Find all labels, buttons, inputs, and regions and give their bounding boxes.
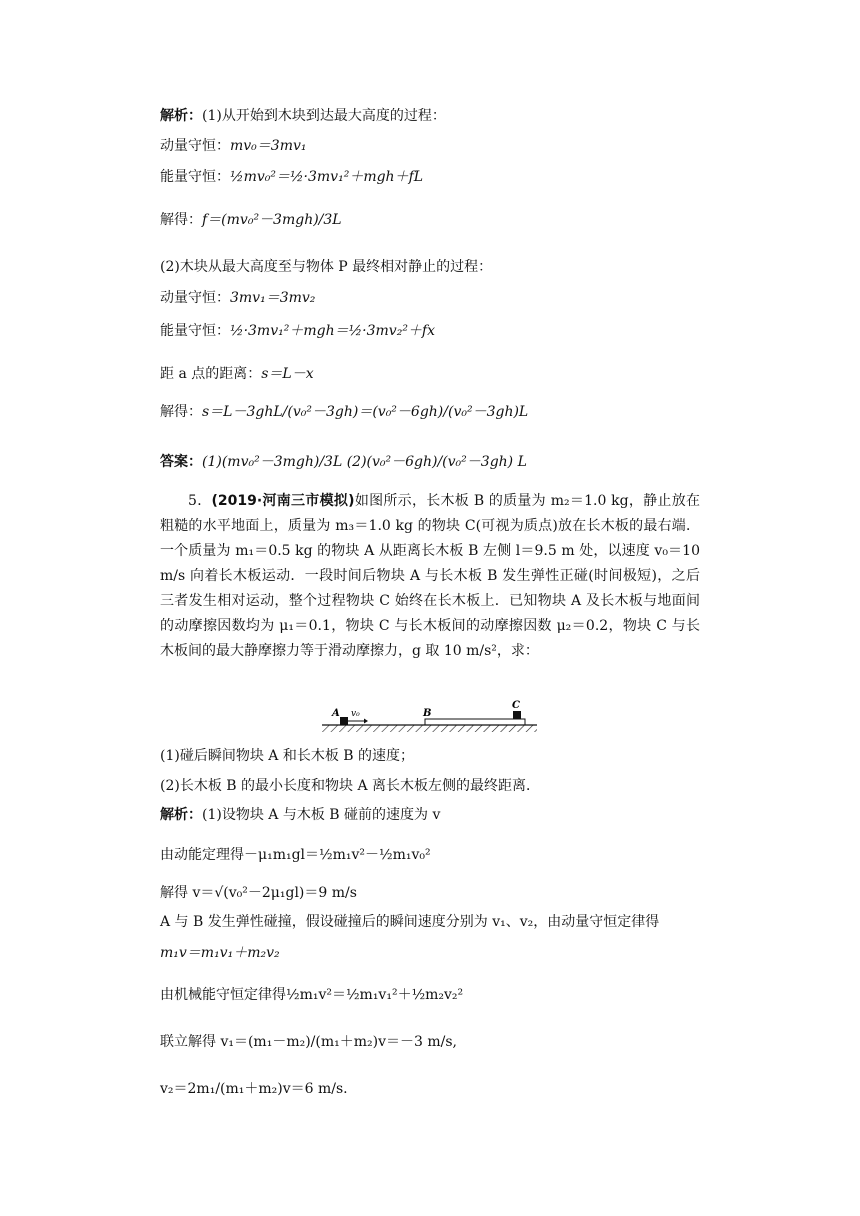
label-b: B — [423, 708, 432, 719]
problem-statement: 如图所示，长木板 B 的质量为 m₂＝1.0 kg，静止放在粗糙的水平地面上，质量为 m₃＝1.0 kg 的物块 C(可视为质点)放在长木板的最右端．一个质量为 m₁＝0.5 kg 的物块 A 从距离长木板 B 左侧 l＝9.5 m 处，以速度 v₀＝10 m/s 向着长木板运动．一段时间后物块 A 与长木板 B 发生弹性正碰(时间极短)，之后三者发生相对运动，整个过程物块 C 始终在长木板上．已知物块 A 及长木板与地面间的动摩擦因数均为 μ₁＝0.1，物块 C 与长木板间的动摩擦因数 μ₂＝0.2，物块 C 与长木板间的最大静摩擦力等于滑动摩擦力，g 取 10 m/s²，求： — [160, 493, 700, 659]
answer-text: (1)(mv₀²－3mgh)/3L (2)(v₀²－6gh)/(v₀²－3gh) L — [202, 454, 527, 470]
energy-equation-2: ½·3mv₁²＋mgh＝½·3mv₂²＋fx — [230, 323, 436, 339]
jiexi-label: 解析： — [160, 108, 202, 124]
board-b — [425, 719, 525, 725]
answer-line — [160, 452, 527, 472]
energy-equation-1: ½mv₀²＝½·3mv₁²＋mgh＋fL — [230, 169, 424, 185]
label-v0: v₀ — [351, 709, 360, 719]
problem-5-text — [160, 489, 700, 664]
distance-line: 距 a 点的距离：s＝L－x — [160, 366, 314, 382]
problem-source: (2019·河南三市模拟) — [211, 493, 355, 509]
solution-2-line-4: A 与 B 发生弹性碰撞，假设碰撞后的瞬间速度分别为 v₁、v₂，由动量守恒定律得 — [160, 914, 660, 930]
solution-2-line-7: 联立解得 v₁＝(m₁－m₂)/(m₁＋m₂)v＝－3 m/s, — [160, 1034, 457, 1050]
problem-number: 5． — [188, 493, 212, 509]
f-result: f＝(mv₀²－3mgh)/3L — [202, 212, 342, 228]
answer-label: 答案： — [160, 454, 202, 470]
part1-heading: (1)从开始到木块到达最大高度的过程： — [202, 108, 446, 124]
s-result-line: 解得：s＝L－3ghL/(v₀²－3gh)＝(v₀²－6gh)/(v₀²－3gh)L — [160, 404, 529, 420]
energy-line-2: 能量守恒：½·3mv₁²＋mgh＝½·3mv₂²＋fx — [160, 323, 436, 339]
solution-heading-2: 解析：(1)设物块 A 与木板 B 碰前的速度为 v — [160, 807, 441, 823]
solution-2-line-3: 解得 v＝√(v₀²－2μ₁gl)＝9 m/s — [160, 885, 357, 901]
part2-heading: (2)木块从最大高度至与物体 P 最终相对静止的过程： — [160, 259, 493, 275]
question-1: (1)碰后瞬间物块 A 和长木板 B 的速度； — [160, 748, 415, 764]
label-a: A — [332, 708, 340, 719]
question-2: (2)长木板 B 的最小长度和物块 A 离长木板左侧的最终距离． — [160, 778, 541, 794]
solution-2-line-2: 由动能定理得－μ₁m₁gl＝½m₁v²－½m₁v₀² — [160, 847, 431, 863]
block-a — [340, 717, 348, 725]
energy-line-1: 能量守恒：½mv₀²＝½·3mv₁²＋mgh＋fL — [160, 169, 424, 185]
label-c: C — [512, 700, 520, 711]
momentum-line-2: 动量守恒：3mv₁＝3mv₂ — [160, 290, 316, 306]
solution-heading-1 — [160, 106, 446, 126]
velocity-arrowhead — [364, 719, 368, 724]
s-result: s＝L－3ghL/(v₀²－3gh)＝(v₀²－6gh)/(v₀²－3gh)L — [202, 404, 529, 420]
momentum-equation-2: 3mv₁＝3mv₂ — [230, 290, 316, 306]
block-c — [513, 711, 521, 719]
solution-2-line-1: (1)设物块 A 与木板 B 碰前的速度为 v — [202, 807, 441, 823]
momentum-equation-1: mv₀＝3mv₁ — [230, 138, 307, 154]
f-result-line: 解得：f＝(mv₀²－3mgh)/3L — [160, 212, 342, 228]
solution-2-line-6: 由机械能守恒定律得½m₁v²＝½m₁v₁²＋½m₂v₂² — [160, 987, 464, 1003]
ground-hatch — [322, 725, 537, 732]
distance-equation: s＝L－x — [261, 366, 314, 382]
momentum-line-1: 动量守恒：mv₀＝3mv₁ — [160, 138, 307, 154]
problem-figure — [320, 700, 540, 736]
solution-2-line-5: m₁v＝m₁v₁＋m₂v₂ — [160, 945, 280, 961]
solution-2-line-8: v₂＝2m₁/(m₁＋m₂)v＝6 m/s. — [160, 1081, 348, 1097]
